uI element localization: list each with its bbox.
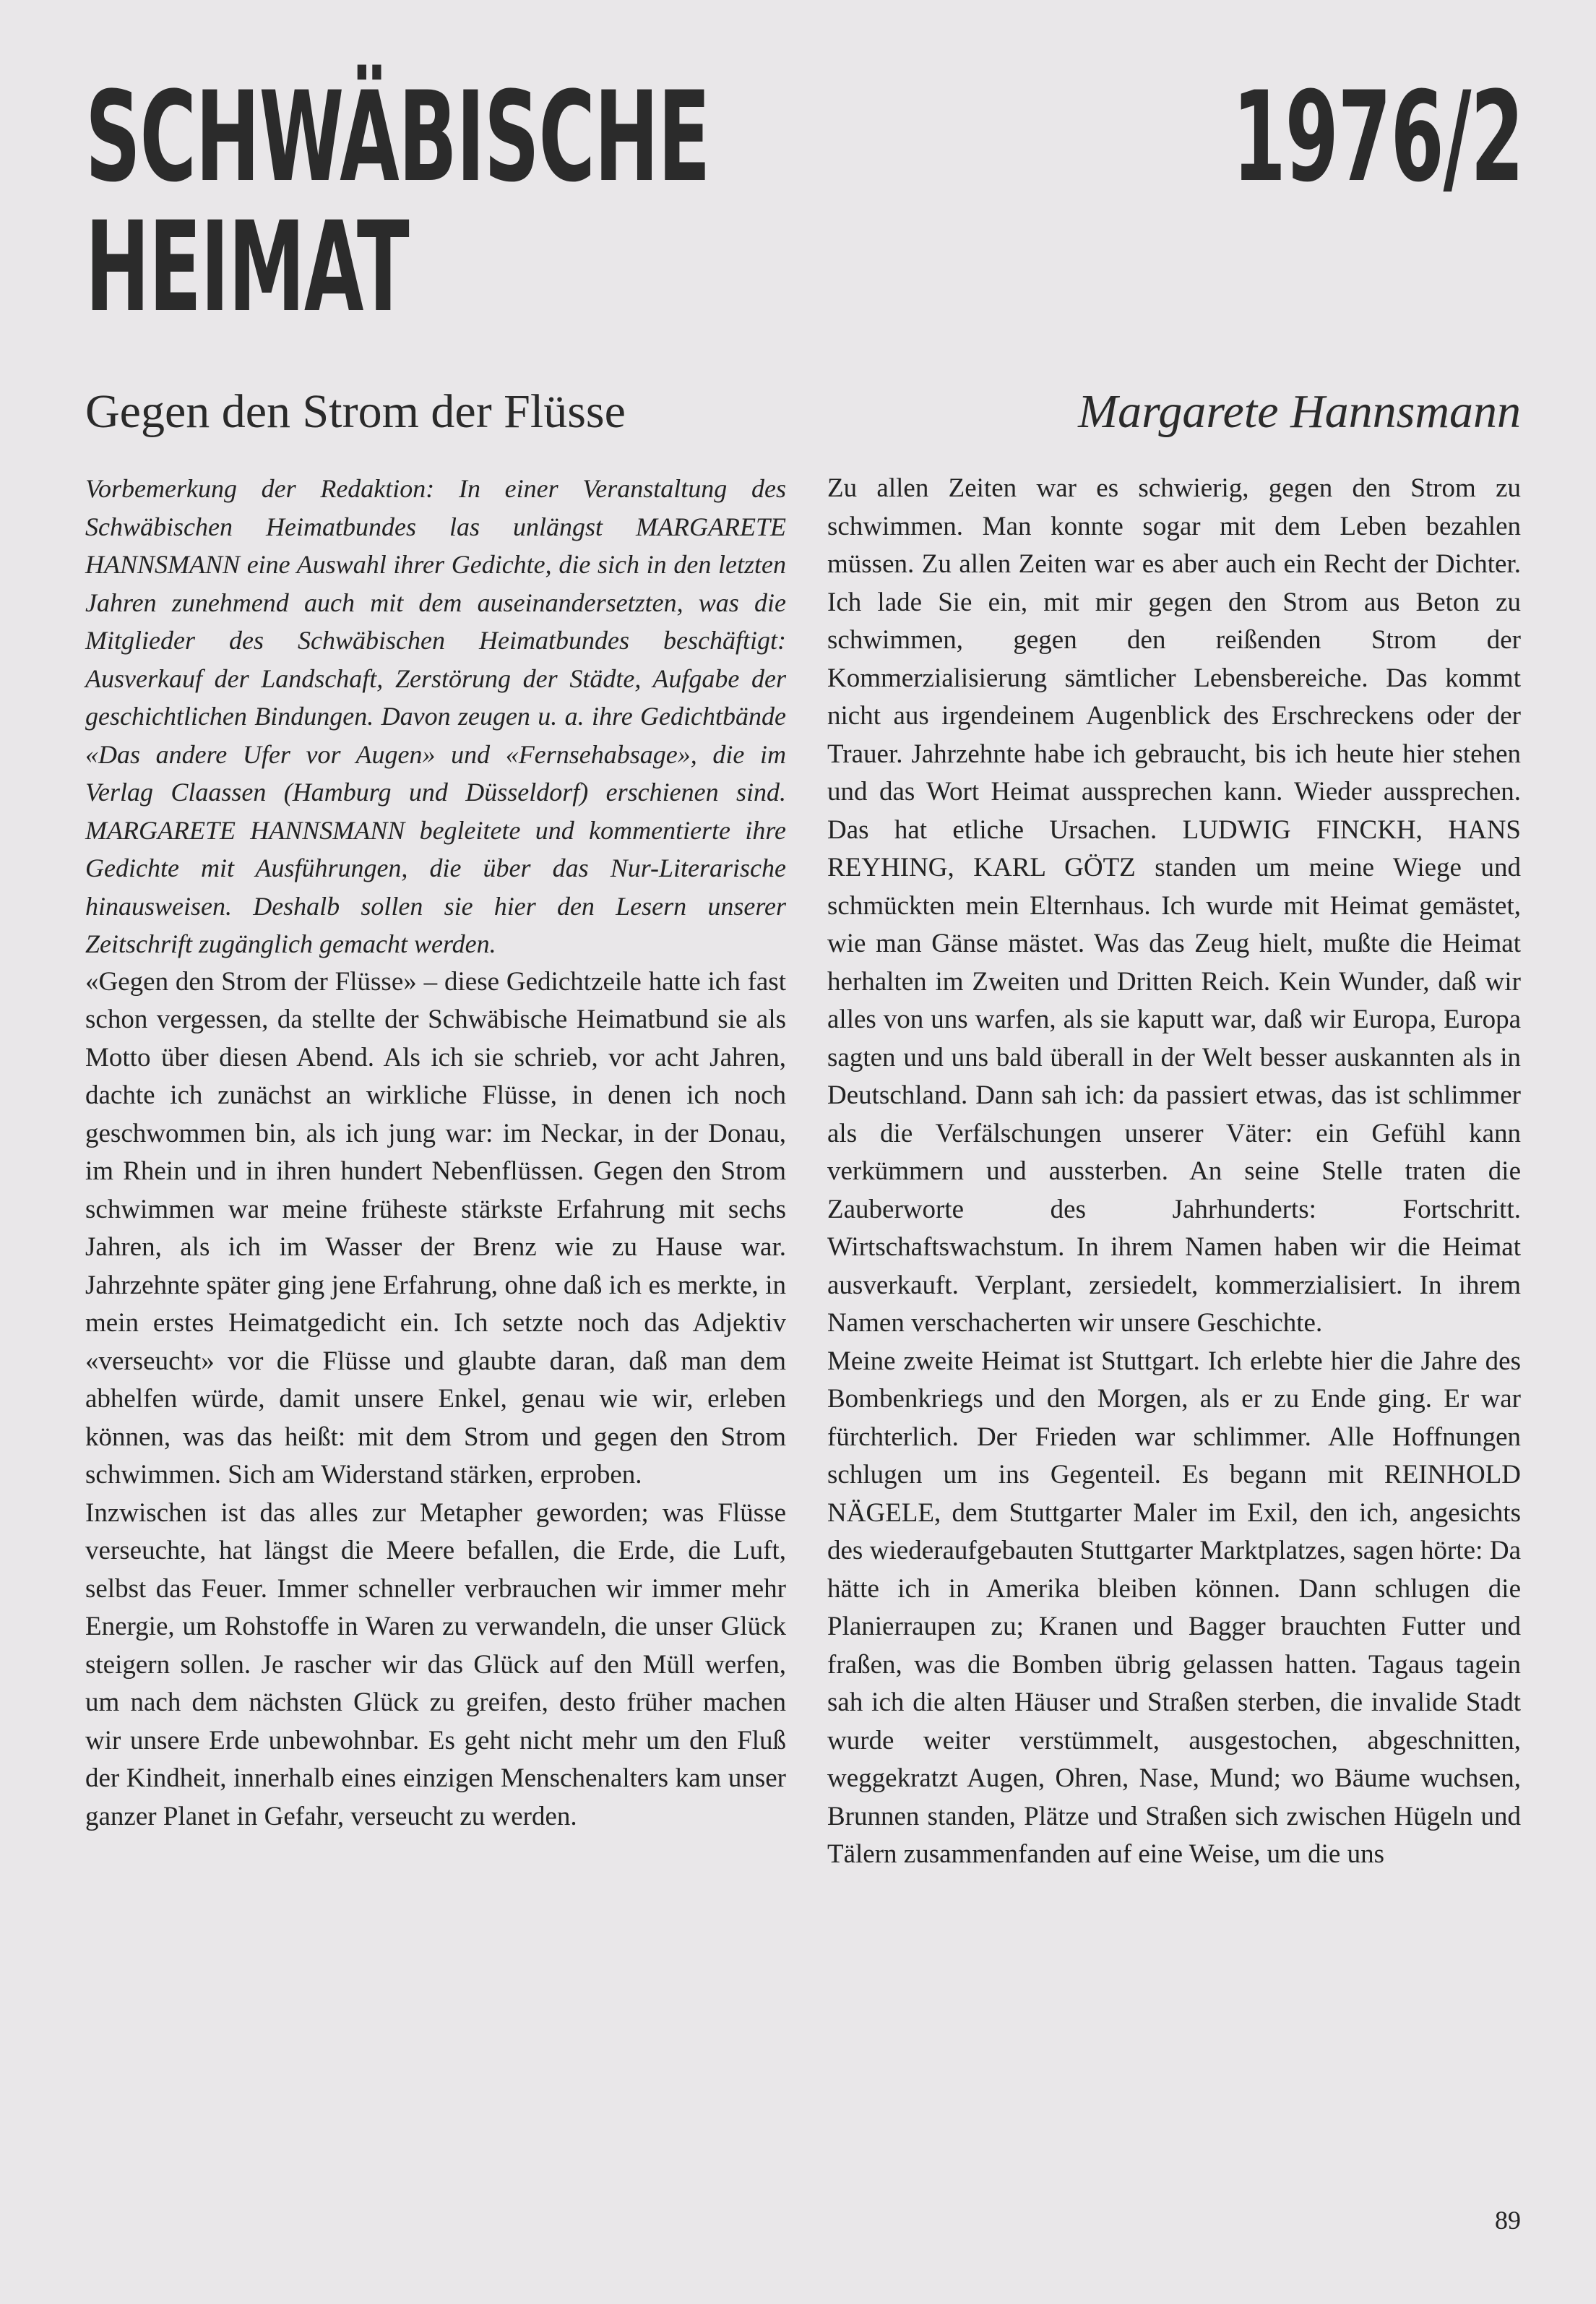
paragraph: Inzwischen ist das alles zur Metapher geworden; was Flüsse verseuchte, hat längst die Meere befallen, die Erde, die Luft, selbst das Feuer. Immer schneller verbrauchen wir immer mehr Energie, um Rohstoffe in Waren zu verwandeln, die unser Glück steigern sollen. Je rascher wir das Glück auf den Müll werfen, um nach dem nächsten Glück zu greifen, desto früher machen wir unsere Erde unbewohnbar. Es geht nicht mehr um den Fluß der Kindheit, innerhalb eines einzigen Menschenalters kam unser ganzer Planet in Gefahr, verseucht zu werden. — [85, 1497, 786, 1831]
right-column — [827, 470, 1521, 1874]
left-column — [85, 470, 786, 1836]
editorial-note: Vorbemerkung der Redaktion: In einer Veranstaltung des Schwäbischen Heimatbundes las unlängst MARGARETE HANNSMANN eine Auswahl ihrer Gedichte, die sich in den letzten Jahren zunehmend auch mit dem auseinandersetzten, was die Mitglieder des Schwäbischen Heimatbundes beschäftigt: Ausverkauf der Landschaft, Zerstörung der Städte, Aufgabe der geschichtlichen Bindungen. Davon zeugen u. a. ihre Gedichtbände «Das andere Ufer vor Augen» und «Fernsehabsage», die im Verlag Claassen (Hamburg und Düsseldorf) erschienen sind. MARGARETE HANNSMANN begleitete und kommentierte ihre Gedichte mit Ausführungen, die über das Nur-Literarische hinausweisen. Deshalb sollen sie hier den Lesern unserer Zeitschrift zugänglich gemacht werden. — [85, 474, 786, 958]
article-headline: Gegen den Strom der Flüsse — [85, 385, 626, 438]
paragraph: «Gegen den Strom der Flüsse» – diese Gedichtzeile hatte ich fast schon vergessen, da stellte der Schwäbische Heimatbund sie als Motto über diesen Abend. Als ich sie schrieb, vor acht Jahren, dachte ich zunächst an wirkliche Flüsse, in denen ich noch geschwommen bin, als ich jung war: im Neckar, in der Donau, im Rhein und in ihren hundert Nebenflüssen. Gegen den Strom schwimmen war meine früheste stärkste Erfahrung mit sechs Jahren, als ich im Wasser der Brenz wie zu Hause war. Jahrzehnte später ging jene Erfahrung, ohne daß ich es merkte, in mein erstes Heimatgedicht ein. Ich setzte noch das Adjektiv «verseucht» vor die Flüsse und glaubte daran, daß man dem abhelfen würde, damit unsere Enkel, genau wie wir, erleben können, was das heißt: mit dem Strom und gegen den Strom schwimmen. Sich am Widerstand stärken, erproben. — [85, 966, 786, 1490]
article-author: Margarete Hannsmann — [1078, 385, 1521, 438]
masthead — [85, 64, 1523, 340]
magazine-title: SCHWÄBISCHE HEIMAT — [85, 64, 710, 340]
issue-number: 1976/2 — [1232, 64, 1523, 210]
paragraph: Meine zweite Heimat ist Stuttgart. Ich erlebte hier die Jahre des Bombenkriegs und den Morgen, als er zu Ende ging. Er war fürchterlich. Der Frieden war schlimmer. Alle Hoffnungen schlugen um ins Gegenteil. Es begann mit REINHOLD NÄGELE, dem Stuttgarter Maler im Exil, den ich, angesichts des wiederaufgebauten Stuttgarter Marktplatzes, sagen hörte: Da hätte ich in Amerika bleiben können. Dann schlugen die Planierraupen zu; Kranen und Bagger brauchten Futter und fraßen, was die Bomben übrig gelassen hatten. Tagaus tagein sah ich die alten Häuser und Straßen sterben, die invalide Stadt wurde weiter verstümmelt, ausgestochen, abgeschnitten, weggekratzt Augen, Ohren, Nase, Mund; wo Bäume wuchsen, Brunnen standen, Plätze und Straßen sich zwischen Hügeln und Tälern zusammenfanden auf eine Weise, um die uns — [827, 1346, 1521, 1869]
page-number: 89 — [1495, 2206, 1521, 2235]
paragraph: Zu allen Zeiten war es schwierig, gegen den Strom zu schwimmen. Man konnte sogar mit dem Leben bezahlen müssen. Zu allen Zeiten war es aber auch ein Recht der Dichter. Ich lade Sie ein, mit mir gegen den Strom aus Beton zu schwimmen, gegen den reißenden Strom der Kommerzialisierung sämtlicher Lebensbereiche. Das kommt nicht aus irgendeinem Augenblick des Erschreckens oder der Trauer. Jahrzehnte habe ich gebraucht, bis ich heute hier stehen und das Wort Heimat aussprechen kann. Wieder aussprechen. Das hat etliche Ursachen. LUDWIG FINCKH, HANS REYHING, KARL GÖTZ standen um meine Wiege und schmückten mein Elternhaus. Ich wurde mit Heimat gemästet, wie man Gänse mästet. Was das Zeug hielt, mußte die Heimat herhalten im Zweiten und Dritten Reich. Kein Wunder, daß wir alles von uns warfen, als sie kaputt war, daß wir Europa, Europa sagten und uns bald überall in der Welt besser auskannten als in Deutschland. Dann sah ich: da passiert etwas, das ist schlimmer als die Verfälschungen unserer Väter: ein Gefühl kann verkümmern und aussterben. An seine Stelle traten die Zauberworte des Jahrhunderts: Fortschritt. Wirtschaftswachstum. In ihrem Namen haben wir die Heimat ausverkauft. Verplant, zersiedelt, kommerzialisiert. In ihrem Namen verschacherten wir unsere Geschichte. — [827, 473, 1521, 1338]
